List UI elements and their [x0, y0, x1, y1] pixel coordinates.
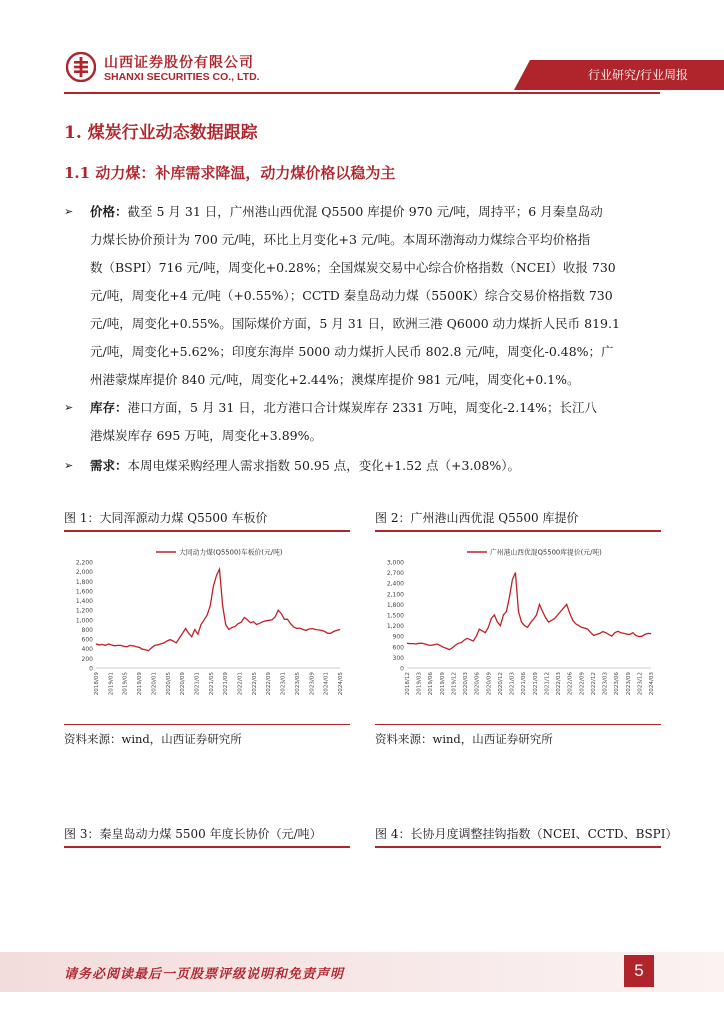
- data-point: [105, 645, 106, 646]
- x-tick-label: 2021/05: [208, 672, 215, 696]
- data-point: [275, 617, 276, 618]
- data-point: [551, 620, 552, 621]
- data-point: [176, 643, 177, 644]
- arrow-bullet-icon: ➢: [64, 205, 74, 218]
- data-point: [452, 648, 453, 649]
- data-point: [250, 622, 251, 623]
- x-tick-label: 2024/05: [338, 672, 344, 696]
- figure-4-rule: [375, 846, 661, 848]
- data-point: [443, 647, 444, 648]
- x-tick-label: 2021/01: [194, 672, 201, 696]
- data-point: [337, 630, 338, 631]
- data-point: [461, 642, 462, 643]
- data-point: [164, 643, 165, 644]
- data-point: [458, 643, 459, 644]
- x-tick-label: 2020/01: [151, 672, 158, 696]
- x-tick-label: 2022/03: [556, 672, 563, 696]
- data-point: [281, 613, 282, 614]
- y-tick-label: 0: [89, 665, 93, 673]
- data-point: [222, 605, 223, 606]
- figure-1-title: 图 1：大同浑源动力煤 Q5500 车板价: [64, 511, 268, 525]
- data-point: [621, 632, 622, 633]
- data-point: [290, 623, 291, 624]
- data-point: [449, 649, 450, 650]
- y-tick-label: 600: [81, 636, 93, 644]
- data-point: [102, 644, 103, 645]
- data-point: [241, 622, 242, 623]
- company-name-en: SHANXI SECURITIES CO., LTD.: [104, 71, 260, 83]
- y-tick-label: 1,600: [75, 588, 93, 596]
- data-point: [515, 572, 516, 573]
- bullet-line: 本周电煤采购经理人需求指数 50.95 点，变化+1.52 点（+3.08%）。: [127, 458, 520, 473]
- x-tick-label: 2022/12: [590, 672, 597, 696]
- x-tick-label: 2020/09: [180, 672, 187, 696]
- x-tick-label: 2023/03: [602, 672, 609, 696]
- data-point: [560, 611, 561, 612]
- data-point: [594, 635, 595, 636]
- data-point: [263, 621, 264, 622]
- data-point: [330, 633, 331, 634]
- data-point: [506, 611, 507, 612]
- y-tick-label: 2,100: [386, 591, 404, 599]
- data-point: [633, 632, 634, 633]
- x-tick-label: 2018/12: [405, 672, 411, 696]
- data-point: [494, 615, 495, 616]
- data-point: [256, 624, 257, 625]
- x-tick-label: 2023/05: [294, 672, 301, 696]
- figure-1-bottom-rule: [64, 724, 350, 725]
- data-point: [440, 645, 441, 646]
- data-point: [167, 641, 168, 642]
- data-point: [597, 634, 598, 635]
- data-point: [334, 631, 335, 632]
- data-point: [503, 615, 504, 616]
- data-point: [587, 629, 588, 630]
- data-point: [154, 645, 155, 646]
- data-point: [422, 643, 423, 644]
- legend-label: 大同动力煤(Q5500)车板价(元/吨): [179, 548, 283, 557]
- data-point: [581, 627, 582, 628]
- data-point: [278, 610, 279, 611]
- x-tick-label: 2019/03: [416, 672, 423, 696]
- y-tick-label: 3,000: [386, 559, 404, 567]
- data-point: [225, 624, 226, 625]
- data-point: [627, 634, 628, 635]
- data-point: [219, 569, 220, 570]
- data-point: [179, 638, 180, 639]
- company-name-cn: 山西证券股份有限公司: [104, 55, 254, 71]
- data-point: [272, 620, 273, 621]
- data-point: [615, 632, 616, 633]
- data-point: [410, 643, 411, 644]
- data-point: [111, 645, 112, 646]
- bullet-line: 港煤炭库存 695 万吨，周变化+3.89%。: [90, 428, 322, 443]
- data-point: [612, 636, 613, 637]
- y-tick-label: 900: [392, 633, 404, 641]
- data-point: [293, 627, 294, 628]
- data-point: [312, 628, 313, 629]
- x-tick-label: 2021/06: [521, 672, 528, 696]
- y-tick-label: 400: [81, 646, 93, 654]
- data-point: [536, 615, 537, 616]
- data-point: [485, 632, 486, 633]
- x-tick-label: 2023/12: [637, 672, 644, 696]
- data-point: [651, 633, 652, 634]
- data-point: [259, 623, 260, 624]
- bullet-line: 港口方面，5 月 31 日，北方港口合计煤炭库存 2331 万吨，周变化-2.14%；长江八: [127, 400, 597, 415]
- data-point: [161, 644, 162, 645]
- header-divider: [64, 92, 660, 94]
- figure-1-rule: [64, 530, 350, 532]
- figure-3-title: 图 3：秦皇岛动力煤 5500 年度长协价（元/吨）: [64, 827, 322, 841]
- x-tick-label: 2020/06: [474, 672, 481, 696]
- data-point: [488, 627, 489, 628]
- data-point: [321, 630, 322, 631]
- bullet-line: 截至 5 月 31 日，广州港山西优混 Q5500 库提价 970 元/吨，周持平；6 月秦皇岛动: [127, 204, 603, 219]
- bullet-price: [64, 198, 664, 394]
- data-point: [630, 634, 631, 635]
- data-point: [624, 633, 625, 634]
- section-heading: 1. 煤炭行业动态数据跟踪: [64, 123, 258, 143]
- data-point: [533, 619, 534, 620]
- figure-2-source: 资料来源：wind，山西证券研究所: [375, 732, 553, 746]
- data-point: [482, 631, 483, 632]
- data-point: [195, 629, 196, 630]
- data-point: [407, 643, 408, 644]
- series-line: [407, 573, 651, 650]
- figure-2-bottom-rule: [375, 724, 661, 725]
- data-point: [124, 646, 125, 647]
- y-tick-label: 600: [392, 644, 404, 652]
- data-point: [464, 640, 465, 641]
- data-point: [566, 604, 567, 605]
- data-point: [114, 646, 115, 647]
- data-point: [548, 622, 549, 623]
- y-tick-label: 2,700: [386, 570, 404, 578]
- page-number: 5: [624, 955, 654, 987]
- data-point: [521, 622, 522, 623]
- data-point: [470, 639, 471, 640]
- report-type-label: 行业研究/行业周报: [587, 68, 688, 82]
- data-point: [198, 634, 199, 635]
- x-tick-label: 2018/09: [94, 672, 100, 696]
- x-tick-label: 2022/05: [251, 672, 258, 696]
- bullet-inventory: [64, 394, 664, 450]
- bullet-line: 元/吨，周变化+4 元/吨（+0.55%）；CCTD 秦皇岛动力煤（5500K）综合交易价格指数 730: [90, 288, 613, 303]
- data-point: [315, 629, 316, 630]
- chart-guangzhou-coal-price: [375, 540, 661, 720]
- x-tick-label: 2022/01: [237, 672, 244, 696]
- data-point: [130, 645, 131, 646]
- data-point: [96, 644, 97, 645]
- data-point: [491, 618, 492, 619]
- data-point: [645, 634, 646, 635]
- y-tick-label: 2,000: [75, 569, 93, 577]
- data-point: [303, 629, 304, 630]
- bullet-label: 价格：: [90, 204, 128, 219]
- data-point: [524, 625, 525, 626]
- data-point: [530, 623, 531, 624]
- data-point: [446, 648, 447, 649]
- data-point: [191, 636, 192, 637]
- data-point: [416, 644, 417, 645]
- data-point: [216, 575, 217, 576]
- data-point: [229, 629, 230, 630]
- x-tick-label: 2023/09: [309, 672, 316, 696]
- data-point: [603, 631, 604, 632]
- y-tick-label: 0: [400, 665, 404, 673]
- data-point: [419, 643, 420, 644]
- x-tick-label: 2023/09: [625, 672, 632, 696]
- y-tick-label: 2,200: [75, 559, 93, 567]
- data-point: [609, 634, 610, 635]
- data-point: [327, 633, 328, 634]
- data-point: [600, 633, 601, 634]
- data-point: [207, 615, 208, 616]
- data-point: [99, 645, 100, 646]
- figure-3-rule: [64, 846, 350, 848]
- data-point: [476, 636, 477, 637]
- data-point: [185, 628, 186, 629]
- data-point: [455, 645, 456, 646]
- y-tick-label: 2,400: [386, 580, 404, 588]
- data-point: [563, 608, 564, 609]
- x-tick-label: 2019/06: [428, 672, 435, 696]
- x-tick-label: 2020/12: [497, 672, 504, 696]
- data-point: [542, 611, 543, 612]
- data-point: [158, 645, 159, 646]
- chart-datong-coal-price: [64, 540, 350, 720]
- data-point: [232, 627, 233, 628]
- data-point: [148, 650, 149, 651]
- data-point: [557, 615, 558, 616]
- bullet-line: 元/吨，周变化+0.55%。国际煤价方面，5 月 31 日，欧洲三港 Q6000 动力煤折人民币 819.1: [90, 316, 620, 331]
- data-point: [287, 619, 288, 620]
- data-point: [569, 613, 570, 614]
- data-point: [512, 579, 513, 580]
- x-tick-label: 2023/01: [280, 672, 287, 696]
- x-tick-label: 2024/01: [323, 672, 330, 696]
- y-tick-label: 1,800: [75, 578, 93, 586]
- data-point: [545, 618, 546, 619]
- data-point: [120, 645, 121, 646]
- data-point: [139, 647, 140, 648]
- x-tick-label: 2021/03: [509, 672, 516, 696]
- y-tick-label: 300: [392, 654, 404, 662]
- data-point: [606, 632, 607, 633]
- data-point: [500, 625, 501, 626]
- data-point: [648, 633, 649, 634]
- data-point: [300, 628, 301, 629]
- data-point: [618, 631, 619, 632]
- data-point: [497, 622, 498, 623]
- data-point: [639, 636, 640, 637]
- data-point: [306, 630, 307, 631]
- x-tick-label: 2019/01: [108, 672, 115, 696]
- x-tick-label: 2019/09: [137, 672, 144, 696]
- data-point: [431, 645, 432, 646]
- data-point: [238, 623, 239, 624]
- data-point: [324, 631, 325, 632]
- x-tick-label: 2022/09: [266, 672, 273, 696]
- subsection-heading: 1.1 动力煤：补库需求降温，动力煤价格以稳为主: [64, 164, 396, 182]
- data-point: [210, 605, 211, 606]
- y-tick-label: 800: [81, 626, 93, 634]
- data-point: [127, 647, 128, 648]
- data-point: [642, 636, 643, 637]
- y-tick-label: 1,800: [386, 601, 404, 609]
- data-point: [584, 628, 585, 629]
- footer-disclaimer: 请务必阅读最后一页股票评级说明和免责声明: [64, 967, 345, 982]
- bullet-line: 力煤长协价预计为 700 元/吨，环比上月变化+3 元/吨。本周环渤海动力煤综合平均价格指: [90, 232, 591, 247]
- figure-2-rule: [375, 530, 661, 532]
- legend-label: 广州港山西优混Q5500库提价(元/吨): [490, 548, 602, 557]
- data-point: [437, 644, 438, 645]
- x-tick-label: 2021/12: [544, 672, 551, 696]
- data-point: [266, 621, 267, 622]
- x-tick-label: 2022/06: [567, 672, 574, 696]
- x-tick-label: 2019/12: [451, 672, 458, 696]
- x-tick-label: 2019/09: [439, 672, 446, 696]
- x-tick-label: 2024/03: [649, 672, 655, 696]
- x-tick-label: 2019/05: [122, 672, 129, 696]
- data-point: [572, 620, 573, 621]
- data-point: [188, 633, 189, 634]
- data-point: [473, 641, 474, 642]
- x-tick-label: 2023/06: [614, 672, 621, 696]
- figure-2-title: 图 2：广州港山西优混 Q5500 库提价: [375, 511, 579, 525]
- x-tick-label: 2021/09: [223, 672, 230, 696]
- data-point: [527, 627, 528, 628]
- data-point: [578, 625, 579, 626]
- y-tick-label: 1,000: [75, 617, 93, 625]
- data-point: [253, 621, 254, 622]
- x-tick-label: 2021/09: [532, 672, 539, 696]
- data-point: [284, 619, 285, 620]
- figure-4-title: 图 4：长协月度调整挂钩指数（NCEI、CCTD、BSPI）: [375, 827, 678, 841]
- data-point: [340, 629, 341, 630]
- data-point: [145, 649, 146, 650]
- data-point: [173, 641, 174, 642]
- figure-1-source: 资料来源：wind，山西证券研究所: [64, 732, 242, 746]
- x-tick-label: 2020/05: [165, 672, 172, 696]
- data-point: [297, 628, 298, 629]
- data-point: [428, 645, 429, 646]
- data-point: [133, 646, 134, 647]
- data-point: [425, 644, 426, 645]
- data-point: [201, 624, 202, 625]
- y-tick-label: 1,200: [386, 623, 404, 631]
- arrow-bullet-icon: ➢: [64, 459, 74, 472]
- data-point: [467, 638, 468, 639]
- data-point: [539, 604, 540, 605]
- data-point: [413, 643, 414, 644]
- data-point: [509, 597, 510, 598]
- data-point: [247, 620, 248, 621]
- data-point: [136, 647, 137, 648]
- data-point: [554, 618, 555, 619]
- data-point: [591, 632, 592, 633]
- y-tick-label: 1,500: [386, 612, 404, 620]
- y-tick-label: 1,200: [75, 607, 93, 615]
- data-point: [142, 649, 143, 650]
- bullet-label: 需求：: [90, 458, 128, 473]
- data-point: [244, 617, 245, 618]
- y-tick-label: 1,400: [75, 598, 93, 606]
- bullet-line: 元/吨，周变化+5.62%；印度东海岸 5000 动力煤折人民币 802.8 元/吨，周变化-0.48%；广: [90, 344, 614, 359]
- data-point: [170, 639, 171, 640]
- data-point: [151, 648, 152, 649]
- data-point: [518, 611, 519, 612]
- data-point: [636, 635, 637, 636]
- data-point: [269, 620, 270, 621]
- data-point: [309, 629, 310, 630]
- data-point: [108, 644, 109, 645]
- series-line: [96, 569, 340, 651]
- data-point: [434, 644, 435, 645]
- bullet-label: 库存：: [90, 400, 128, 415]
- data-point: [117, 645, 118, 646]
- data-point: [213, 586, 214, 587]
- bullet-line: 州港蒙煤库提价 840 元/吨，周变化+2.44%；澳煤库提价 981 元/吨，周变化+0.1%。: [90, 372, 580, 387]
- bullet-line: 数（BSPI）716 元/吨，周变化+0.28%；全国煤炭交易中心综合价格指数（NCEI）收报 730: [90, 260, 616, 275]
- data-point: [235, 626, 236, 627]
- y-tick-label: 200: [81, 655, 93, 663]
- data-point: [318, 630, 319, 631]
- x-tick-label: 2020/03: [463, 672, 470, 696]
- x-tick-label: 2022/09: [579, 672, 586, 696]
- arrow-bullet-icon: ➢: [64, 401, 74, 414]
- x-tick-label: 2020/09: [486, 672, 493, 696]
- bullet-demand: [64, 452, 664, 480]
- data-point: [479, 629, 480, 630]
- data-point: [182, 633, 183, 634]
- data-point: [204, 620, 205, 621]
- data-point: [575, 624, 576, 625]
